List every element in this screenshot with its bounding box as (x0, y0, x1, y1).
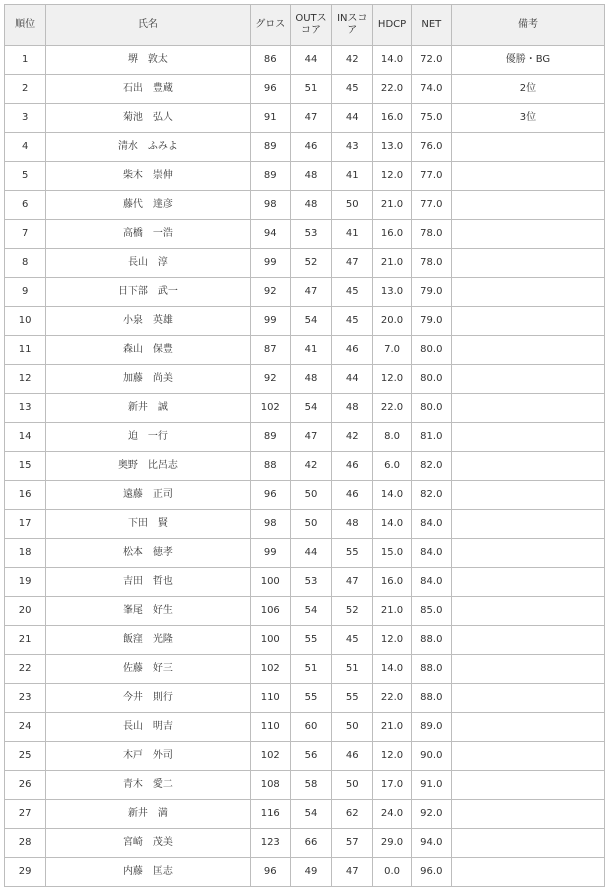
table-row (5, 452, 605, 481)
rank-cell: 2 (5, 75, 46, 104)
table-row (5, 75, 605, 104)
gross-cell: 91 (250, 104, 290, 133)
table-row (5, 771, 605, 800)
name-cell: 藤代 達彦 (46, 191, 250, 220)
rank-cell: 7 (5, 220, 46, 249)
table-row (5, 220, 605, 249)
out-score-cell: 44 (290, 539, 331, 568)
name-cell: 小泉 英雄 (46, 307, 250, 336)
name-cell: 菊池 弘人 (46, 104, 250, 133)
gross-cell: 98 (250, 191, 290, 220)
note-cell (451, 394, 604, 423)
net-cell: 91.0 (411, 771, 451, 800)
hdcp-cell: 14.0 (373, 510, 411, 539)
net-cell: 79.0 (411, 278, 451, 307)
out-score-cell: 50 (290, 481, 331, 510)
table-row (5, 626, 605, 655)
in-score-cell: 55 (332, 539, 373, 568)
rank-cell: 26 (5, 771, 46, 800)
name-cell: 高橋 一浩 (46, 220, 250, 249)
header-out: OUTスコア (290, 5, 331, 46)
hdcp-cell: 13.0 (373, 278, 411, 307)
name-cell: 清水 ふみよ (46, 133, 250, 162)
hdcp-cell: 21.0 (373, 249, 411, 278)
out-score-cell: 66 (290, 829, 331, 858)
table-row (5, 510, 605, 539)
net-cell: 94.0 (411, 829, 451, 858)
gross-cell: 108 (250, 771, 290, 800)
note-cell (451, 742, 604, 771)
in-score-cell: 44 (332, 365, 373, 394)
in-score-cell: 46 (332, 742, 373, 771)
gross-cell: 99 (250, 307, 290, 336)
net-cell: 81.0 (411, 423, 451, 452)
in-score-cell: 48 (332, 510, 373, 539)
note-cell (451, 191, 604, 220)
table-row (5, 162, 605, 191)
results-table (4, 4, 605, 887)
hdcp-cell: 16.0 (373, 220, 411, 249)
out-score-cell: 58 (290, 771, 331, 800)
name-cell: 柴木 崇伸 (46, 162, 250, 191)
in-score-cell: 41 (332, 220, 373, 249)
note-cell: 3位 (451, 104, 604, 133)
name-cell: 今井 則行 (46, 684, 250, 713)
net-cell: 76.0 (411, 133, 451, 162)
gross-cell: 87 (250, 336, 290, 365)
net-cell: 77.0 (411, 162, 451, 191)
gross-cell: 102 (250, 394, 290, 423)
header-row (5, 5, 605, 46)
note-cell (451, 452, 604, 481)
rank-cell: 21 (5, 626, 46, 655)
rank-cell: 12 (5, 365, 46, 394)
in-score-cell: 47 (332, 249, 373, 278)
out-score-cell: 48 (290, 162, 331, 191)
out-score-cell: 54 (290, 394, 331, 423)
net-cell: 75.0 (411, 104, 451, 133)
rank-cell: 3 (5, 104, 46, 133)
table-row (5, 307, 605, 336)
name-cell: 長山 淳 (46, 249, 250, 278)
rank-cell: 25 (5, 742, 46, 771)
note-cell (451, 481, 604, 510)
in-score-cell: 62 (332, 800, 373, 829)
note-cell (451, 336, 604, 365)
net-cell: 84.0 (411, 510, 451, 539)
net-cell: 85.0 (411, 597, 451, 626)
name-cell: 佐藤 好三 (46, 655, 250, 684)
gross-cell: 96 (250, 481, 290, 510)
in-score-cell: 45 (332, 75, 373, 104)
note-cell: 優勝・BG (451, 46, 604, 75)
note-cell (451, 684, 604, 713)
net-cell: 80.0 (411, 394, 451, 423)
table-row (5, 249, 605, 278)
rank-cell: 4 (5, 133, 46, 162)
out-score-cell: 47 (290, 278, 331, 307)
in-score-cell: 41 (332, 162, 373, 191)
rank-cell: 9 (5, 278, 46, 307)
in-score-cell: 51 (332, 655, 373, 684)
hdcp-cell: 12.0 (373, 365, 411, 394)
in-score-cell: 45 (332, 278, 373, 307)
hdcp-cell: 22.0 (373, 684, 411, 713)
hdcp-cell: 14.0 (373, 46, 411, 75)
name-cell: 吉田 哲也 (46, 568, 250, 597)
in-score-cell: 52 (332, 597, 373, 626)
in-score-cell: 43 (332, 133, 373, 162)
note-cell (451, 829, 604, 858)
out-score-cell: 44 (290, 46, 331, 75)
out-score-cell: 42 (290, 452, 331, 481)
net-cell: 88.0 (411, 655, 451, 684)
out-score-cell: 47 (290, 423, 331, 452)
gross-cell: 98 (250, 510, 290, 539)
out-score-cell: 41 (290, 336, 331, 365)
out-score-cell: 60 (290, 713, 331, 742)
gross-cell: 94 (250, 220, 290, 249)
name-cell: 木戸 外司 (46, 742, 250, 771)
name-cell: 日下部 武一 (46, 278, 250, 307)
hdcp-cell: 22.0 (373, 75, 411, 104)
hdcp-cell: 12.0 (373, 742, 411, 771)
out-score-cell: 55 (290, 626, 331, 655)
name-cell: 内藤 匡志 (46, 858, 250, 887)
rank-cell: 10 (5, 307, 46, 336)
out-score-cell: 53 (290, 568, 331, 597)
hdcp-cell: 21.0 (373, 191, 411, 220)
table-row (5, 133, 605, 162)
note-cell (451, 568, 604, 597)
in-score-cell: 47 (332, 568, 373, 597)
note-cell (451, 278, 604, 307)
name-cell: 青木 愛二 (46, 771, 250, 800)
gross-cell: 116 (250, 800, 290, 829)
hdcp-cell: 16.0 (373, 568, 411, 597)
table-row (5, 858, 605, 887)
gross-cell: 102 (250, 742, 290, 771)
rank-cell: 11 (5, 336, 46, 365)
rank-cell: 5 (5, 162, 46, 191)
table-row (5, 104, 605, 133)
hdcp-cell: 22.0 (373, 394, 411, 423)
net-cell: 84.0 (411, 568, 451, 597)
in-score-cell: 50 (332, 771, 373, 800)
name-cell: 新井 誠 (46, 394, 250, 423)
note-cell (451, 858, 604, 887)
name-cell: 加藤 尚美 (46, 365, 250, 394)
hdcp-cell: 12.0 (373, 162, 411, 191)
note-cell (451, 800, 604, 829)
table-row (5, 278, 605, 307)
table-row (5, 394, 605, 423)
out-score-cell: 54 (290, 800, 331, 829)
net-cell: 80.0 (411, 336, 451, 365)
rank-cell: 13 (5, 394, 46, 423)
name-cell: 下田 賢 (46, 510, 250, 539)
gross-cell: 110 (250, 713, 290, 742)
hdcp-cell: 12.0 (373, 626, 411, 655)
gross-cell: 89 (250, 423, 290, 452)
in-score-cell: 50 (332, 713, 373, 742)
gross-cell: 86 (250, 46, 290, 75)
in-score-cell: 45 (332, 626, 373, 655)
note-cell (451, 133, 604, 162)
note-cell (451, 626, 604, 655)
hdcp-cell: 7.0 (373, 336, 411, 365)
name-cell: 新井 満 (46, 800, 250, 829)
gross-cell: 106 (250, 597, 290, 626)
in-score-cell: 47 (332, 858, 373, 887)
rank-cell: 16 (5, 481, 46, 510)
net-cell: 82.0 (411, 481, 451, 510)
note-cell (451, 597, 604, 626)
in-score-cell: 46 (332, 336, 373, 365)
name-cell: 奥野 比呂志 (46, 452, 250, 481)
out-score-cell: 52 (290, 249, 331, 278)
net-cell: 96.0 (411, 858, 451, 887)
table-row (5, 597, 605, 626)
note-cell (451, 510, 604, 539)
name-cell: 宮崎 茂美 (46, 829, 250, 858)
table-row (5, 742, 605, 771)
in-score-cell: 42 (332, 46, 373, 75)
gross-cell: 102 (250, 655, 290, 684)
table-row (5, 423, 605, 452)
name-cell: 迫 一行 (46, 423, 250, 452)
name-cell: 森山 保豊 (46, 336, 250, 365)
table-row (5, 684, 605, 713)
name-cell: 松本 徳孝 (46, 539, 250, 568)
header-gross: グロス (250, 5, 290, 46)
out-score-cell: 56 (290, 742, 331, 771)
hdcp-cell: 6.0 (373, 452, 411, 481)
gross-cell: 92 (250, 278, 290, 307)
note-cell (451, 249, 604, 278)
rank-cell: 29 (5, 858, 46, 887)
in-score-cell: 50 (332, 191, 373, 220)
hdcp-cell: 8.0 (373, 423, 411, 452)
hdcp-cell: 13.0 (373, 133, 411, 162)
out-score-cell: 54 (290, 597, 331, 626)
gross-cell: 88 (250, 452, 290, 481)
note-cell (451, 162, 604, 191)
in-score-cell: 48 (332, 394, 373, 423)
rank-cell: 6 (5, 191, 46, 220)
table-row (5, 655, 605, 684)
gross-cell: 123 (250, 829, 290, 858)
net-cell: 79.0 (411, 307, 451, 336)
net-cell: 74.0 (411, 75, 451, 104)
table-row (5, 365, 605, 394)
in-score-cell: 55 (332, 684, 373, 713)
rank-cell: 24 (5, 713, 46, 742)
note-cell (451, 307, 604, 336)
gross-cell: 100 (250, 568, 290, 597)
header-hdcp: HDCP (373, 5, 411, 46)
gross-cell: 99 (250, 539, 290, 568)
rank-cell: 15 (5, 452, 46, 481)
rank-cell: 23 (5, 684, 46, 713)
table-row (5, 568, 605, 597)
net-cell: 77.0 (411, 191, 451, 220)
out-score-cell: 47 (290, 104, 331, 133)
net-cell: 78.0 (411, 249, 451, 278)
hdcp-cell: 21.0 (373, 713, 411, 742)
hdcp-cell: 29.0 (373, 829, 411, 858)
rank-cell: 28 (5, 829, 46, 858)
out-score-cell: 54 (290, 307, 331, 336)
out-score-cell: 53 (290, 220, 331, 249)
header-in: INスコア (332, 5, 373, 46)
in-score-cell: 44 (332, 104, 373, 133)
out-score-cell: 51 (290, 75, 331, 104)
table-body (5, 46, 605, 887)
note-cell (451, 539, 604, 568)
hdcp-cell: 16.0 (373, 104, 411, 133)
note-cell (451, 220, 604, 249)
net-cell: 80.0 (411, 365, 451, 394)
note-cell (451, 365, 604, 394)
net-cell: 92.0 (411, 800, 451, 829)
table-row (5, 481, 605, 510)
table-row (5, 800, 605, 829)
note-cell (451, 713, 604, 742)
rank-cell: 18 (5, 539, 46, 568)
hdcp-cell: 20.0 (373, 307, 411, 336)
gross-cell: 89 (250, 162, 290, 191)
rank-cell: 1 (5, 46, 46, 75)
note-cell: 2位 (451, 75, 604, 104)
out-score-cell: 55 (290, 684, 331, 713)
header-note: 備考 (451, 5, 604, 46)
net-cell: 88.0 (411, 626, 451, 655)
net-cell: 89.0 (411, 713, 451, 742)
rank-cell: 17 (5, 510, 46, 539)
hdcp-cell: 17.0 (373, 771, 411, 800)
hdcp-cell: 14.0 (373, 655, 411, 684)
note-cell (451, 655, 604, 684)
header-rank: 順位 (5, 5, 46, 46)
net-cell: 82.0 (411, 452, 451, 481)
name-cell: 石出 豊蔵 (46, 75, 250, 104)
rank-cell: 27 (5, 800, 46, 829)
name-cell: 遠藤 正司 (46, 481, 250, 510)
table-row (5, 713, 605, 742)
out-score-cell: 50 (290, 510, 331, 539)
header-name: 氏名 (46, 5, 250, 46)
gross-cell: 110 (250, 684, 290, 713)
header-net: NET (411, 5, 451, 46)
hdcp-cell: 15.0 (373, 539, 411, 568)
note-cell (451, 771, 604, 800)
net-cell: 88.0 (411, 684, 451, 713)
gross-cell: 96 (250, 858, 290, 887)
net-cell: 72.0 (411, 46, 451, 75)
rank-cell: 22 (5, 655, 46, 684)
in-score-cell: 45 (332, 307, 373, 336)
rank-cell: 14 (5, 423, 46, 452)
gross-cell: 92 (250, 365, 290, 394)
net-cell: 84.0 (411, 539, 451, 568)
table-row (5, 191, 605, 220)
gross-cell: 89 (250, 133, 290, 162)
rank-cell: 19 (5, 568, 46, 597)
name-cell: 峯尾 好生 (46, 597, 250, 626)
hdcp-cell: 21.0 (373, 597, 411, 626)
gross-cell: 100 (250, 626, 290, 655)
out-score-cell: 48 (290, 191, 331, 220)
net-cell: 90.0 (411, 742, 451, 771)
name-cell: 堺 敦太 (46, 46, 250, 75)
in-score-cell: 57 (332, 829, 373, 858)
out-score-cell: 49 (290, 858, 331, 887)
in-score-cell: 46 (332, 481, 373, 510)
note-cell (451, 423, 604, 452)
hdcp-cell: 24.0 (373, 800, 411, 829)
rank-cell: 20 (5, 597, 46, 626)
name-cell: 長山 明吉 (46, 713, 250, 742)
table-row (5, 46, 605, 75)
out-score-cell: 48 (290, 365, 331, 394)
net-cell: 78.0 (411, 220, 451, 249)
hdcp-cell: 14.0 (373, 481, 411, 510)
hdcp-cell: 0.0 (373, 858, 411, 887)
in-score-cell: 46 (332, 452, 373, 481)
name-cell: 飯窪 光隆 (46, 626, 250, 655)
table-row (5, 336, 605, 365)
gross-cell: 96 (250, 75, 290, 104)
out-score-cell: 51 (290, 655, 331, 684)
table-row (5, 539, 605, 568)
rank-cell: 8 (5, 249, 46, 278)
in-score-cell: 42 (332, 423, 373, 452)
table-row (5, 829, 605, 858)
gross-cell: 99 (250, 249, 290, 278)
out-score-cell: 46 (290, 133, 331, 162)
